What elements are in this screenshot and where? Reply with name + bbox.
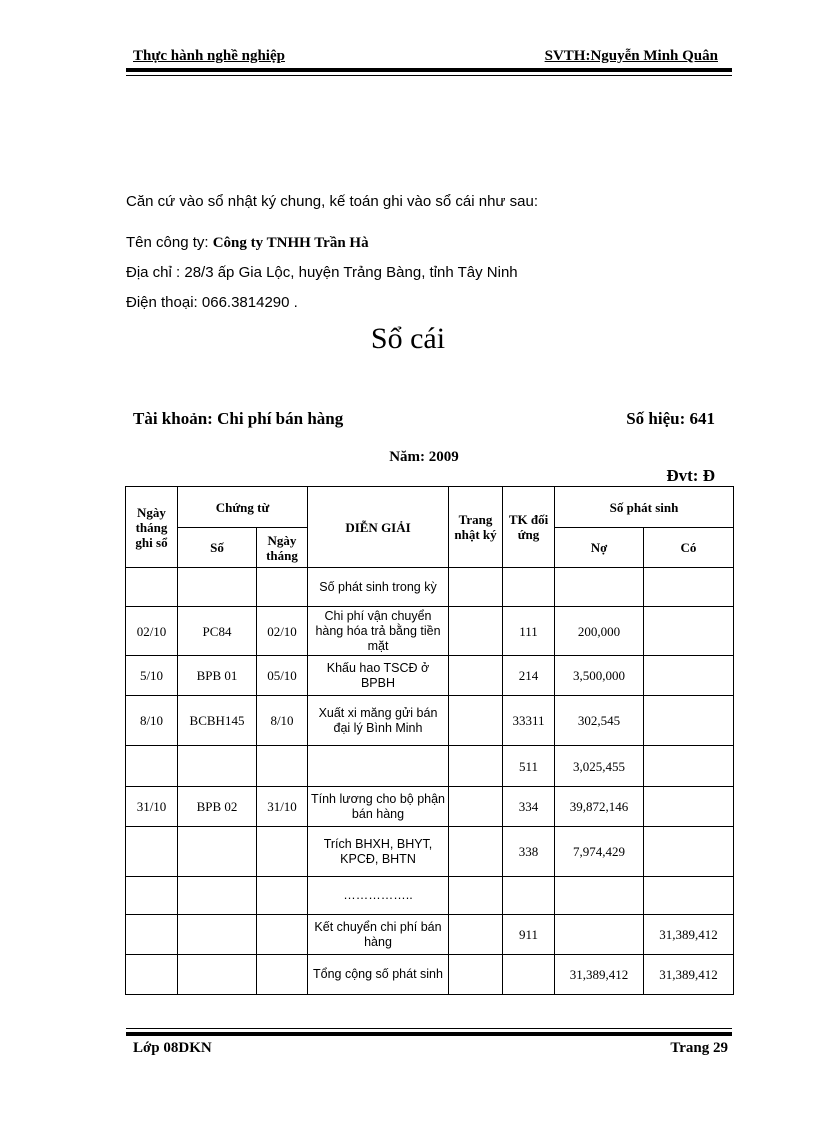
cell-record-date: 31/10: [126, 787, 178, 827]
header-amount: Số phát sinh: [555, 487, 734, 528]
ledger-table: [125, 486, 734, 995]
cell-voucher-no: [178, 827, 257, 877]
cell-record-date: [126, 955, 178, 995]
cell-voucher-no: [178, 746, 257, 787]
cell-record-date: 02/10: [126, 607, 178, 656]
cell-description: Số phát sinh trong kỳ: [308, 568, 449, 607]
cell-voucher-date: [257, 955, 308, 995]
header-record-date: Ngày tháng ghi sổ: [126, 487, 178, 568]
cell-contra-account: 33311: [503, 696, 555, 746]
account-code: Số hiệu: 641: [626, 409, 715, 428]
cell-credit: [644, 787, 734, 827]
company-phone: Điện thoại: 066.3814290 .: [126, 294, 298, 311]
cell-voucher-no: [178, 915, 257, 955]
cell-voucher-date: 31/10: [257, 787, 308, 827]
cell-journal-page: [449, 696, 503, 746]
cell-record-date: [126, 827, 178, 877]
header-voucher-date: Ngày tháng: [257, 528, 308, 568]
cell-debit: 3,025,455: [555, 746, 644, 787]
cell-description: Xuất xi măng gửi bán đại lý Bình Minh: [308, 696, 449, 746]
cell-voucher-no: [178, 568, 257, 607]
cell-record-date: [126, 568, 178, 607]
cell-contra-account: 111: [503, 607, 555, 656]
cell-description: Kết chuyển chi phí bán hàng: [308, 915, 449, 955]
cell-journal-page: [449, 915, 503, 955]
cell-credit: [644, 827, 734, 877]
cell-record-date: [126, 877, 178, 915]
company-address: Địa chỉ : 28/3 ấp Gia Lộc, huyện Trảng Bàng, tỉnh Tây Ninh: [126, 264, 518, 281]
header-credit: Có: [644, 528, 734, 568]
footer-page-number: Trang 29: [670, 1040, 728, 1056]
cell-debit: 31,389,412: [555, 955, 644, 995]
cell-description: Trích BHXH, BHYT, KPCĐ, BHTN: [308, 827, 449, 877]
header-rule-thick: [126, 68, 732, 72]
cell-contra-account: 334: [503, 787, 555, 827]
cell-voucher-no: [178, 877, 257, 915]
header-course: Thực hành nghề nghiệp: [133, 48, 285, 64]
cell-voucher-no: PC84: [178, 607, 257, 656]
cell-record-date: 5/10: [126, 656, 178, 696]
header-contra-account: TK đối ứng: [503, 487, 555, 568]
cell-contra-account: 338: [503, 827, 555, 877]
cell-debit: 7,974,429: [555, 827, 644, 877]
table-row: [126, 746, 734, 787]
header-debit: Nợ: [555, 528, 644, 568]
currency-unit: Đvt: Đ: [666, 466, 715, 485]
cell-record-date: [126, 915, 178, 955]
header-voucher: Chứng từ: [178, 487, 308, 528]
cell-contra-account: 511: [503, 746, 555, 787]
cell-credit: [644, 696, 734, 746]
company-label: Tên công ty:: [126, 234, 213, 251]
cell-debit: 3,500,000: [555, 656, 644, 696]
cell-contra-account: 214: [503, 656, 555, 696]
cell-journal-page: [449, 955, 503, 995]
cell-journal-page: [449, 746, 503, 787]
cell-debit: 39,872,146: [555, 787, 644, 827]
cell-credit: [644, 746, 734, 787]
cell-credit: 31,389,412: [644, 915, 734, 955]
cell-voucher-date: 02/10: [257, 607, 308, 656]
table-row: [126, 787, 734, 827]
header-voucher-no: Số: [178, 528, 257, 568]
table-row: [126, 656, 734, 696]
cell-voucher-date: [257, 568, 308, 607]
cell-description: [308, 746, 449, 787]
cell-journal-page: [449, 607, 503, 656]
footer-rule-thin: [126, 1028, 732, 1029]
cell-journal-page: [449, 787, 503, 827]
cell-credit: 31,389,412: [644, 955, 734, 995]
footer-rule-thick: [126, 1032, 732, 1036]
cell-description: ……………..: [308, 877, 449, 915]
table-row: [126, 915, 734, 955]
cell-description: Chi phí vận chuyển hàng hóa trả bằng tiền mặt: [308, 607, 449, 656]
cell-voucher-date: 8/10: [257, 696, 308, 746]
cell-voucher-no: [178, 955, 257, 995]
cell-credit: [644, 877, 734, 915]
table-row: [126, 877, 734, 915]
cell-voucher-date: [257, 827, 308, 877]
header-rule-thin: [126, 75, 732, 76]
intro-text: Căn cứ vào sổ nhật ký chung, kế toán ghi vào sổ cái như sau:: [126, 193, 538, 210]
cell-contra-account: [503, 877, 555, 915]
cell-description: Tính lương cho bộ phận bán hàng: [308, 787, 449, 827]
header-description: DIỄN GIẢI: [308, 487, 449, 568]
footer-class: Lớp 08DKN: [133, 1040, 212, 1056]
table-row: [126, 827, 734, 877]
cell-voucher-date: [257, 915, 308, 955]
cell-journal-page: [449, 827, 503, 877]
cell-contra-account: 911: [503, 915, 555, 955]
cell-description: Khấu hao TSCĐ ở BPBH: [308, 656, 449, 696]
header-student: SVTH:Nguyễn Minh Quân: [544, 48, 718, 64]
cell-voucher-no: BPB 01: [178, 656, 257, 696]
cell-credit: [644, 656, 734, 696]
cell-contra-account: [503, 955, 555, 995]
cell-voucher-no: BPB 02: [178, 787, 257, 827]
cell-debit: 200,000: [555, 607, 644, 656]
table-row: [126, 607, 734, 656]
cell-journal-page: [449, 656, 503, 696]
cell-voucher-no: BCBH145: [178, 696, 257, 746]
cell-debit: [555, 877, 644, 915]
cell-voucher-date: 05/10: [257, 656, 308, 696]
header-journal-page: Trang nhật ký: [449, 487, 503, 568]
cell-description: Tổng cộng số phát sinh: [308, 955, 449, 995]
cell-record-date: 8/10: [126, 696, 178, 746]
ledger-year: Năm: 2009: [389, 449, 459, 465]
page-header: [133, 48, 718, 68]
cell-journal-page: [449, 877, 503, 915]
cell-credit: [644, 568, 734, 607]
ledger-title: Sổ cái: [370, 322, 446, 355]
cell-credit: [644, 607, 734, 656]
company-name: Công ty TNHH Trần Hà: [212, 235, 369, 251]
cell-record-date: [126, 746, 178, 787]
table-row: [126, 568, 734, 607]
cell-contra-account: [503, 568, 555, 607]
cell-voucher-date: [257, 746, 308, 787]
table-row: [126, 696, 734, 746]
cell-voucher-date: [257, 877, 308, 915]
company-line: [126, 234, 369, 252]
cell-debit: [555, 568, 644, 607]
cell-journal-page: [449, 568, 503, 607]
account-name: Tài khoản: Chi phí bán hàng: [133, 409, 344, 428]
cell-debit: 302,545: [555, 696, 644, 746]
cell-debit: [555, 915, 644, 955]
table-row: [126, 955, 734, 995]
